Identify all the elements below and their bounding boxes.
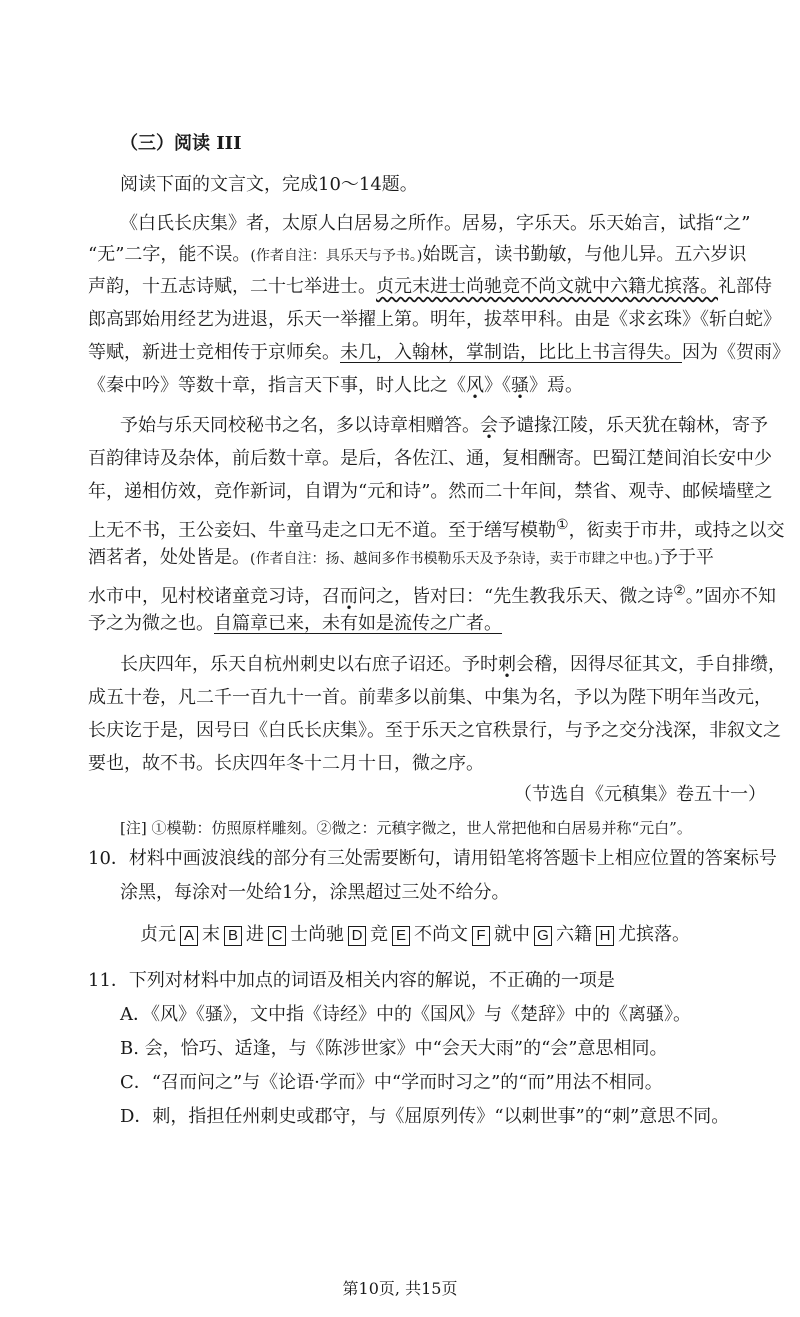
dotted-word-hui: 会 [480, 415, 498, 436]
q11-option-c[interactable]: C．“召而问之”与《论语·学而》中“学而时习之”的“而”用法不相同。 [120, 1072, 663, 1093]
p2-line6: 水市中，见村校诸童竞习诗，召而问之，皆对曰：“先生教我乐天、微之诗②。”固亦不知 [88, 583, 776, 607]
footnote-1: ① [556, 517, 569, 533]
p1-line5: 等赋，新进士竞相传于京师矣。未几，入翰林，掌制诰，比比上书言得失。因为《贺雨》 [88, 342, 790, 363]
p2-line1: 予始与乐天同校秘书之名，多以诗章相赠答。会予谴掾江陵，乐天犹在翰林，寄予 [120, 415, 768, 436]
underlined-sentence: 未几，入翰林，掌制诰，比比上书言得失。 [340, 342, 682, 363]
q10-options: 贞元 A 末 B 进 C 士尚驰 D 竞 E 不尚文 F 就中 G 六籍 H 尤摈落。 [140, 924, 690, 945]
instruction: 阅读下面的文言文，完成10～14题。 [120, 174, 418, 195]
p3-line1: 长庆四年，乐天自杭州刺史以右庶子诏还。予时刺会稽，因得尽征其文，手自排缵， [120, 654, 786, 675]
q10-line1: 10．材料中画波浪线的部分有三处需要断句，请用铅笔将答题卡上相应位置的答案标号 [88, 848, 777, 869]
p3-line2: 成五十卷，凡二千一百九十一首。前辈多以前集、中集为名，予以为陛下明年当改元， [88, 687, 772, 708]
p3-line4: 要也，故不书。长庆四年冬十二月十日，微之序。 [88, 753, 484, 774]
box-f[interactable]: F [472, 926, 490, 946]
box-b[interactable]: B [224, 926, 242, 946]
author-note-2: (作者自注：扬、越间多作书模勒乐天及予杂诗，卖于市肆之中也。) [250, 551, 660, 567]
p2-line7: 予之为微之也。自篇章已来，未有如是流传之广者。 [88, 613, 502, 634]
page-footer: 第10页, 共15页 [342, 1279, 458, 1298]
q11-option-d[interactable]: D．刺，指担任州刺史或郡守，与《屈原列传》“以刺世事”的“刺”意思不同。 [120, 1106, 730, 1127]
p1-line1: 《白氏长庆集》者，太原人白居易之所作。居易，字乐天。乐天始言，试指“之” [120, 213, 751, 234]
author-note: (作者自注：具乐天与予书。) [250, 248, 423, 264]
p2-line5: 酒茗者，处处皆是。(作者自注：扬、越间多作书模勒乐天及予杂诗，卖于市肆之中也。)予于平 [88, 547, 714, 568]
box-g[interactable]: G [534, 926, 552, 946]
p2-line2: 百韵律诗及杂体，前后数十章。是后，各佐江、通，复相酬寄。巴蜀江楚间洎长安中少 [88, 448, 772, 469]
box-e[interactable]: E [392, 926, 410, 946]
dotted-word-feng: 风 [466, 375, 484, 396]
q11-option-b[interactable]: B. 会，恰巧、适逢，与《陈涉世家》中“会天大雨”的“会”意思相同。 [120, 1038, 668, 1059]
p1-line2: “无”二字，能不误。(作者自注：具乐天与予书。)始既言，读书勤敏，与他儿异。五六岁识 [88, 244, 747, 265]
box-a[interactable]: A [180, 926, 198, 946]
q10-number: 10． [88, 848, 129, 869]
underlined-sentence-2: 自篇章已来，未有如是流传之广者。 [214, 613, 502, 634]
q11-option-a[interactable]: A．《风》《骚》，文中指《诗经》中的《国风》与《楚辞》中的《离骚》。 [120, 1004, 691, 1025]
source-citation: （节选自《元稹集》卷五十一） [514, 784, 766, 805]
p2-line3: 年，递相仿效，竞作新词，自谓为“元和诗”。然而二十年间，禁省、观寺、邮候墙壁之 [88, 481, 773, 502]
footnote-text: [注] ①模勒：仿照原样雕刻。②微之：元稹字微之，世人常把他和白居易并称“元白”。 [120, 819, 692, 837]
dotted-word-ci: 刺 [498, 654, 516, 675]
footnote-2: ② [673, 583, 686, 599]
box-d[interactable]: D [348, 926, 366, 946]
dotted-word-er: 而 [340, 586, 358, 607]
p3-line3: 长庆讫于是，因号曰《白氏长庆集》。至于乐天之官秩景行，与予之交分浅深，非叙文之 [88, 720, 781, 741]
q10-line2: 涂黑，每涂对一处给1分，涂黑超过三处不给分。 [120, 882, 510, 903]
p1-line3: 声韵，十五志诗赋，二十七举进士。贞元末进士尚驰竞不尚文就中六籍尤摈落。礼部侍 [88, 276, 772, 297]
q11-number: 11． [88, 970, 129, 991]
box-h[interactable]: H [596, 926, 614, 946]
wavy-sentence: 贞元末进士尚驰竞不尚文就中六籍尤摈落。 [376, 276, 718, 297]
box-c[interactable]: C [268, 926, 286, 946]
p1-line6: 《秦中吟》等数十章，指言天下事，时人比之《风》《骚》焉。 [88, 375, 583, 396]
q11-stem: 11．下列对材料中加点的词语及相关内容的解说，不正确的一项是 [88, 970, 615, 991]
section-title: （三）阅读 III [120, 133, 242, 154]
p1-line4: 郎高郢始用经艺为进退，乐天一举擢上第。明年，拔萃甲科。由是《求玄珠》《斩白蛇》 [88, 309, 781, 330]
p2-line4: 上无不书，王公妾妇、牛童马走之口无不道。至于缮写模勒①，衒卖于市井，或持之以交 [88, 517, 785, 541]
dotted-word-sao: 骚 [511, 375, 529, 396]
